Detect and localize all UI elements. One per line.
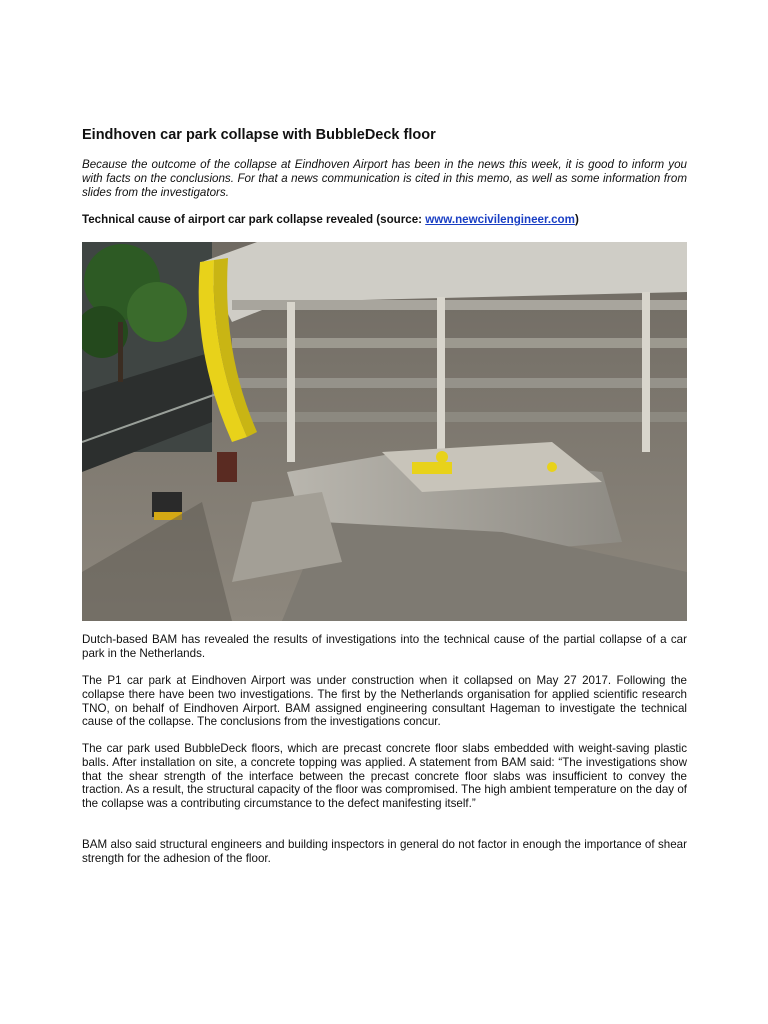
body-paragraph-1: Dutch-based BAM has revealed the results of investigations into the technical cause of the partial collapse of a car park in the Netherlands. [82, 633, 687, 660]
body-paragraph-4: BAM also said structural engineers and building inspectors in general do not factor in enough the importance of shear strength for the adhesion of the floor. [82, 838, 687, 865]
body-paragraph-3: The car park used BubbleDeck floors, which are precast concrete floor slabs embedded with weight-saving plastic balls. After installation on site, a concrete topping was applied. A statement from BAM said: “The investigations show that the shear strength of the interface between the precast concrete floor slabs was insufficient to convey the traction. As a result, the structural capacity of the floor was compromised. The high ambient temperature on the day of the collapse was a contributing circumstance to the defect manifesting itself.” [82, 742, 687, 811]
page-title: Eindhoven car park collapse with BubbleDeck floor [82, 127, 436, 143]
intro-paragraph: Because the outcome of the collapse at Eindhoven Airport has been in the news this week, it is good to inform you with facts on the conclusions. For that a news communication is cited in this memo, as well as some information from slides from the investigators. [82, 158, 687, 199]
body-paragraph-2: The P1 car park at Eindhoven Airport was under construction when it collapsed on May 27 2017. Following the collapse there have been two investigations. The first by the Netherlands organisation for applied scientific research TNO, on behalf of Eindhoven Airport. BAM assigned engineering consultant Hageman to investigate the technical cause of the collapse. The conclusions from the investigations concur. [82, 674, 687, 729]
source-heading [82, 213, 579, 226]
source-link[interactable]: www.newcivilengineer.com [425, 213, 575, 226]
car-park-collapse-photo [82, 242, 687, 621]
source-heading-prefix: Technical cause of airport car park collapse revealed (source: [82, 213, 426, 226]
source-heading-suffix: ) [574, 213, 579, 226]
